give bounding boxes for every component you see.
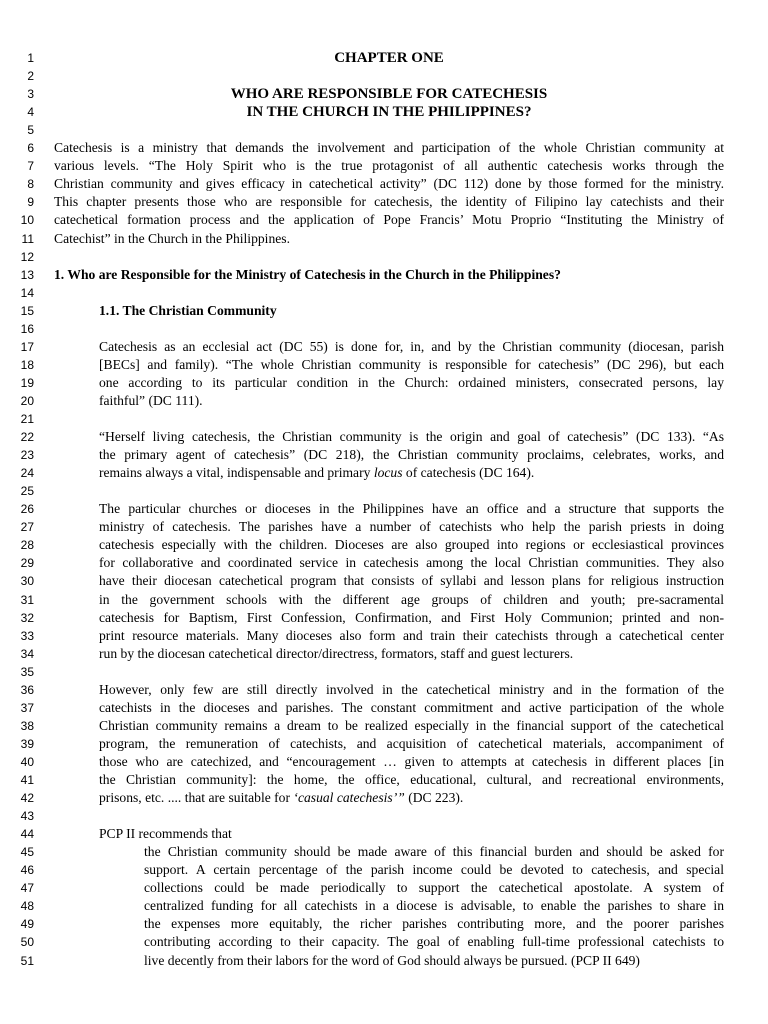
text-line: the primary agent of catechesis” (DC 218), the Christian community proclaims, celebrates, works, and: [99, 447, 724, 463]
text-line: catechesis for Baptism, First Confession, Confirmation, and First Holy Communion; printed and non-: [99, 609, 724, 625]
line-number: 15: [20, 303, 34, 318]
line-number: 9: [27, 195, 34, 210]
line-number: 44: [20, 827, 34, 842]
line-number: 42: [20, 791, 34, 806]
line-number: 32: [20, 610, 34, 625]
chapter-label: CHAPTER ONE: [334, 50, 444, 66]
line-44: [0, 825, 768, 843]
text-line: catechetical formation process and the application of Pope Francis’ Motu Proprio “Instituting the Ministry of: [54, 212, 724, 228]
text-line: various levels. “The Holy Spirit who is the true protagonist of all authentic catechesis works through the: [54, 158, 724, 174]
line-27: [0, 518, 768, 536]
line-number: 12: [20, 249, 34, 264]
line-8: [0, 175, 768, 193]
text-line: ministry of catechesis. The parishes have a number of catechists who help the parish priests in doing: [99, 519, 724, 535]
text-line: However, only few are still directly involved in the catechetical ministry and in the formation of the: [99, 681, 724, 697]
line-number: 30: [20, 574, 34, 589]
line-18: [0, 356, 768, 374]
line-10: [0, 211, 768, 229]
line-17: [0, 338, 768, 356]
line-number: 26: [20, 502, 34, 517]
line-39: [0, 735, 768, 753]
quote-line: centralized funding for all catechists in a diocese is advisable, to enable the parishes to share in: [144, 898, 724, 914]
line-number: 34: [20, 646, 34, 661]
line-49: [0, 915, 768, 933]
text-line: Christian community remains a dream to be realized especially in the financial support of the catechetical: [99, 717, 724, 733]
text-run: remains always a vital, indispensable and primary: [99, 465, 374, 481]
line-number: 8: [27, 177, 34, 192]
line-number: 29: [20, 556, 34, 571]
line-51: [0, 952, 768, 970]
line-2: [0, 67, 768, 85]
line-47: [0, 879, 768, 897]
line-number: 25: [20, 484, 34, 499]
line-21: [0, 410, 768, 428]
line-number: 2: [27, 69, 34, 84]
text-line: Christian community and gives efficacy in catechetical activity” (DC 112) done by those formed for the ministry.: [54, 176, 724, 192]
line-46: [0, 861, 768, 879]
line-number: 35: [20, 664, 34, 679]
line-number: 40: [20, 754, 34, 769]
line-number: 46: [20, 863, 34, 878]
quote-line: live decently from their labors for the word of God should always be pursued. (PCP II 649): [144, 952, 640, 968]
text-line: This chapter presents those who are responsible for catechesis, the identity of Filipino lay catechists and their: [54, 194, 724, 210]
line-36: [0, 681, 768, 699]
line-19: [0, 374, 768, 392]
line-number: 51: [20, 953, 34, 968]
text-line: Catechist” in the Church in the Philippines.: [54, 230, 290, 246]
line-number: 33: [20, 628, 34, 643]
text-run: of catechesis (DC 164).: [402, 465, 535, 481]
line-number: 1: [27, 51, 34, 65]
text-line: the Christian community]: the home, the office, educational, cultural, and recreational environments,: [99, 772, 724, 787]
line-1: [0, 49, 768, 67]
line-number: 11: [21, 231, 34, 246]
line-3: [0, 85, 768, 103]
line-number: 27: [20, 520, 34, 535]
text-line: one according to its particular condition in the Church: ordained ministers, consecrated persons, lay: [99, 374, 724, 390]
line-number: 49: [20, 917, 34, 932]
line-number: 10: [20, 213, 34, 228]
quote-line: the Christian community should be made aware of this financial burden and should be asked for: [144, 844, 724, 860]
line-31: [0, 591, 768, 609]
line-50: [0, 933, 768, 951]
italic-term: ‘casual catechesis’”: [293, 790, 405, 806]
line-number: 22: [20, 430, 34, 445]
text-line: catechists in the dioceses and parishes. The constant commitment and active participation of the whole: [99, 699, 724, 715]
line-number: 16: [20, 321, 34, 336]
text-line: have their diocesan catechetical program that consists of syllabi and lesson plans for religious instruction: [99, 573, 724, 589]
line-number: 6: [27, 141, 34, 156]
line-number: 43: [20, 809, 34, 824]
italic-term: locus: [373, 465, 403, 481]
quote-line: contributing according to their capacity. The goal of enabling full-time professional catechists to: [144, 934, 724, 950]
line-41: [0, 771, 768, 789]
line-33: [0, 627, 768, 645]
line-number: 4: [27, 105, 34, 120]
line-23: [0, 446, 768, 464]
text-run: (DC 223).: [404, 790, 464, 806]
subsection-heading: 1.1. The Christian Community: [99, 302, 277, 318]
line-32: [0, 609, 768, 627]
line-34: [0, 645, 768, 663]
line-25: [0, 482, 768, 500]
line-38: [0, 717, 768, 735]
line-number: 17: [20, 339, 34, 354]
line-number: 37: [20, 700, 34, 715]
line-43: [0, 807, 768, 825]
line-number: 5: [27, 123, 34, 138]
line-45: [0, 843, 768, 861]
line-20: [0, 392, 768, 410]
line-7: [0, 157, 768, 175]
line-number: 39: [20, 736, 34, 751]
line-number: 47: [20, 881, 34, 896]
line-22: [0, 428, 768, 446]
text-line: [99, 464, 534, 482]
line-24: [0, 464, 768, 482]
chapter-title-line: WHO ARE RESPONSIBLE FOR CATECHESIS: [230, 86, 548, 103]
text-line: [99, 789, 463, 807]
text-run: prisons, etc. .... that are suitable for: [99, 790, 294, 806]
quote-line: collections could be made periodically to support the catechetical apostolate. A system of: [144, 880, 724, 896]
text-line: faithful” (DC 111).: [99, 392, 203, 408]
line-number: 36: [20, 682, 34, 697]
text-line: in the government schools with the different age groups of children and youth; pre-sacramental: [99, 591, 724, 607]
text-line: “Herself living catechesis, the Christian community is the origin and goal of catechesis” (DC 133). “As: [99, 429, 724, 445]
quote-line: the expenses more equitably, the richer parishes contributing more, and the poorer parishes: [144, 916, 724, 932]
text-line: Catechesis is a ministry that demands the involvement and participation of the whole Christian community at: [54, 140, 724, 156]
line-5: [0, 121, 768, 139]
text-line: print resource materials. Many dioceses also form and train their catechists through a catechetical center: [99, 627, 724, 643]
line-number: 23: [20, 448, 34, 463]
line-26: [0, 500, 768, 518]
chapter-title-line: IN THE CHURCH IN THE PHILIPPINES?: [246, 104, 532, 121]
text-line: Catechesis as an ecclesial act (DC 55) is done for, in, and by the Christian community (diocesan, parish: [99, 338, 724, 354]
line-14: [0, 284, 768, 302]
line-13: [0, 266, 768, 284]
line-48: [0, 897, 768, 915]
text-line: catechesis especially with the children. Dioceses are also grouped into regions or ecclesiastical provinces: [99, 537, 724, 553]
line-number: 14: [20, 285, 34, 300]
line-6: [0, 139, 768, 157]
line-number: 31: [20, 592, 34, 607]
line-number: 41: [20, 773, 34, 787]
line-35: [0, 663, 768, 681]
line-42: [0, 789, 768, 807]
quote-line: support. A certain percentage of the parish income could be devoted to catechesis, and special: [144, 862, 724, 878]
text-line: run by the diocesan catechetical director/directress, formators, staff and guest lecturers.: [99, 645, 574, 661]
line-15: [0, 302, 768, 320]
line-number: 48: [20, 899, 34, 914]
line-30: [0, 572, 768, 590]
line-number: 28: [20, 538, 34, 553]
line-28: [0, 536, 768, 554]
line-37: [0, 699, 768, 717]
line-16: [0, 320, 768, 338]
line-number: 3: [27, 87, 34, 102]
line-number: 13: [20, 267, 34, 282]
line-number: 50: [20, 935, 34, 950]
text-line: [BECs] and family). “The whole Christian community is responsible for catechesis” (DC 296), but each: [99, 356, 724, 372]
text-line: The particular churches or dioceses in the Philippines have an office and a structure that supports the: [99, 501, 724, 517]
line-number: 45: [20, 845, 34, 860]
line-number: 20: [20, 393, 34, 408]
text-line: those who are catechized, and “encouragement … given to attempts at catechesis in different places [in: [99, 753, 724, 769]
text-line: PCP II recommends that: [99, 826, 232, 842]
line-9: [0, 193, 768, 211]
line-number: 38: [20, 718, 34, 733]
line-12: [0, 248, 768, 266]
line-number: 7: [27, 159, 34, 174]
line-number: 18: [20, 357, 34, 372]
line-number: 24: [20, 466, 34, 481]
text-line: for collaborative and coordinated service in catechesis among the local Christian communities. They also: [99, 555, 724, 571]
line-29: [0, 554, 768, 572]
text-line: program, the remuneration of catechists, and acquisition of catechetical materials, accompaniment of: [99, 735, 724, 751]
line-number: 19: [20, 375, 34, 390]
section-heading: 1. Who are Responsible for the Ministry of Catechesis in the Church in the Philippines?: [54, 266, 561, 282]
line-number: 21: [20, 412, 34, 426]
line-11: [0, 230, 768, 248]
line-4: [0, 103, 768, 121]
line-40: [0, 753, 768, 771]
